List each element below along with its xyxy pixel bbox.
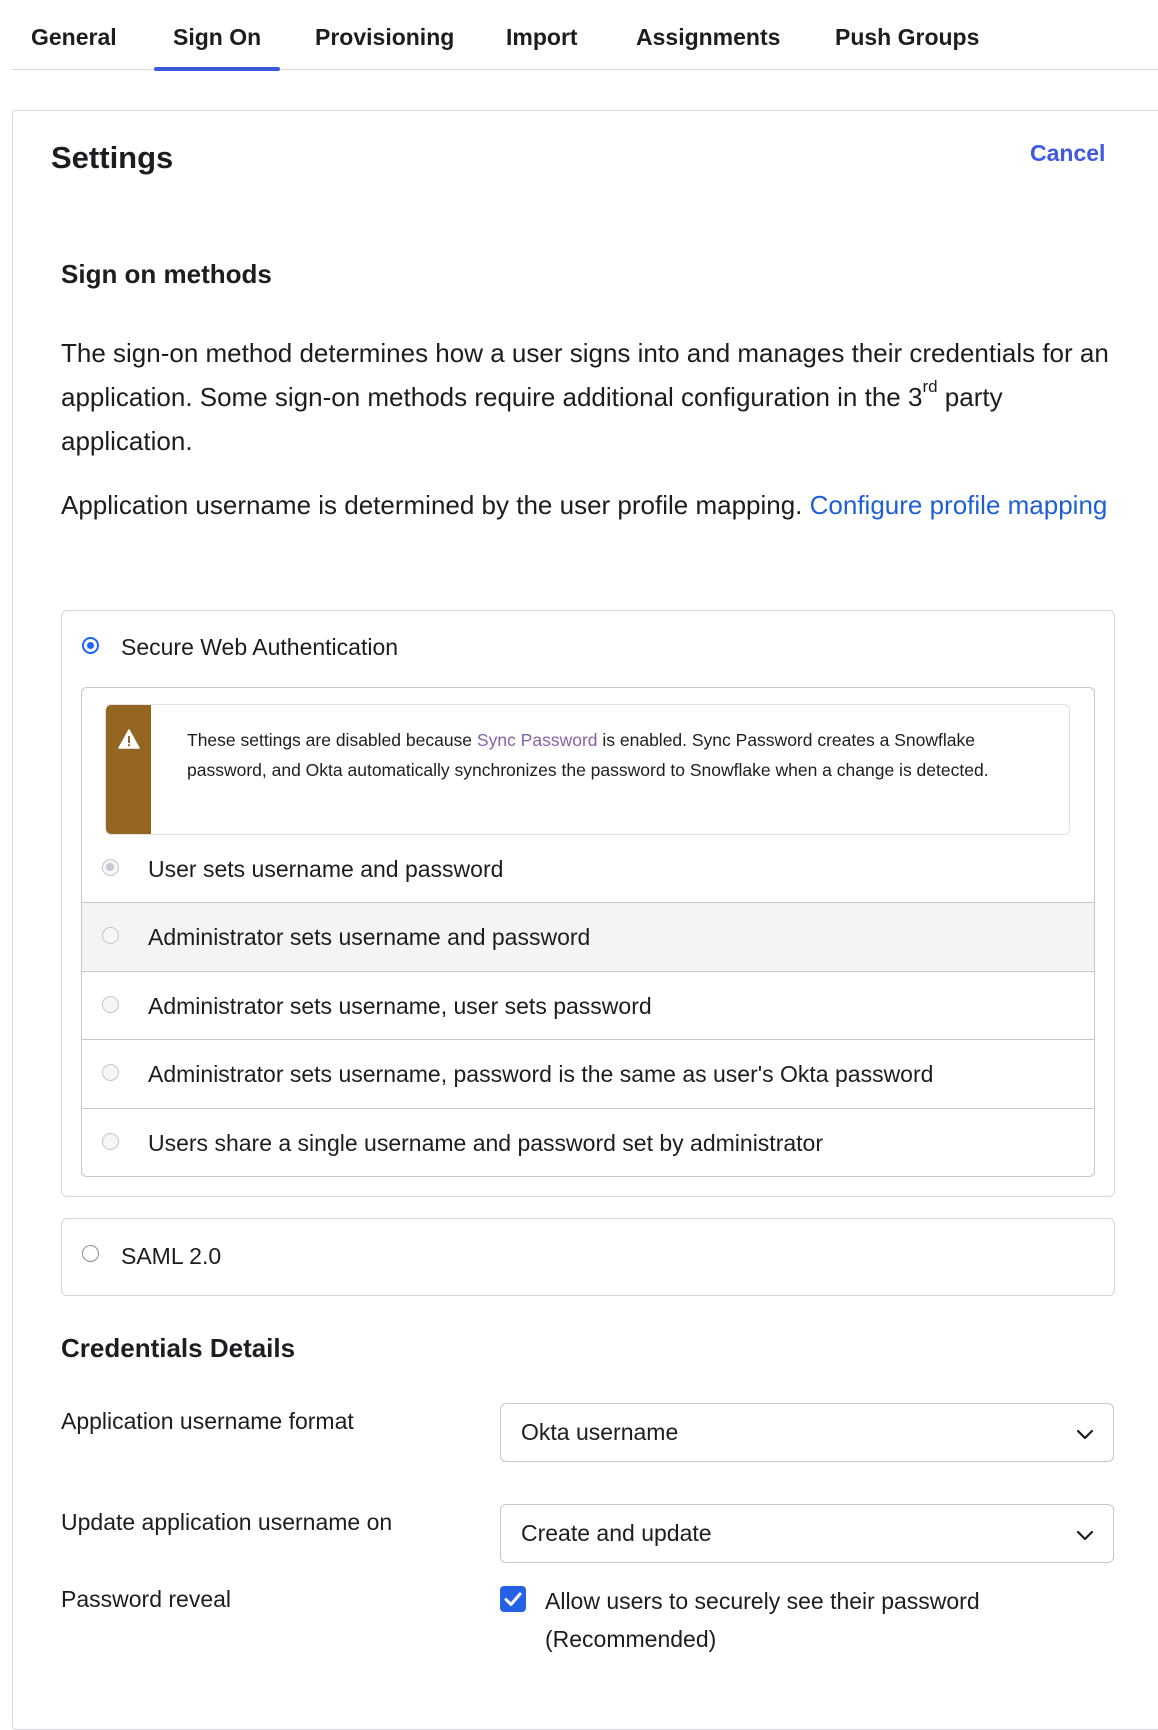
update-on-select[interactable] xyxy=(500,1504,1114,1563)
warning-text xyxy=(187,725,1047,785)
sign-on-methods-heading: Sign on methods xyxy=(61,259,272,289)
sign-on-description xyxy=(61,331,1121,463)
check-icon xyxy=(500,1586,526,1612)
option-label: User sets username and password xyxy=(148,856,504,882)
option-label: Users share a single username and password set by administrator xyxy=(148,1130,823,1156)
description-text-end: party application. xyxy=(61,382,1003,456)
tab-import[interactable]: Import xyxy=(506,24,578,50)
password-reveal-checkbox[interactable] xyxy=(500,1586,526,1612)
username-mapping-label: Application username is determined by the user profile mapping. xyxy=(61,490,810,520)
username-format-label: Application username format xyxy=(61,1408,354,1434)
swa-option-row[interactable] xyxy=(82,971,1094,1039)
description-text: The sign-on method determines how a user signs into and manages their credentials for an application. Some sign-on methods require additional configuration in the 3 xyxy=(61,338,1109,412)
option-radio[interactable] xyxy=(102,1064,119,1081)
username-mapping-text xyxy=(61,483,1121,527)
description-superscript: rd xyxy=(922,377,938,396)
swa-radio[interactable] xyxy=(82,637,99,654)
warning-text-end: is enabled. Sync Password creates a Snowflake password, and Okta automatically synchronizes the password to Snowflake when a change is detected. xyxy=(187,730,989,780)
option-radio[interactable] xyxy=(102,996,119,1013)
password-reveal-text: Allow users to securely see their password (Recommended) xyxy=(545,1588,980,1652)
warning-text-start: These settings are disabled because xyxy=(187,730,477,750)
configure-profile-mapping-link[interactable]: Configure profile mapping xyxy=(809,490,1108,520)
option-radio[interactable] xyxy=(102,927,119,944)
username-format-select[interactable] xyxy=(500,1403,1114,1462)
tab-sign-on[interactable]: Sign On xyxy=(173,0,261,70)
option-label: Administrator sets username, user sets password xyxy=(148,993,652,1019)
tab-provisioning[interactable]: Provisioning xyxy=(315,24,455,50)
tab-push-groups[interactable]: Push Groups xyxy=(835,24,980,50)
option-label: Administrator sets username, password is the same as user's Okta password xyxy=(148,1061,934,1087)
password-reveal-label: Password reveal xyxy=(61,1586,232,1612)
option-radio[interactable] xyxy=(102,859,119,876)
select-value: Create and update xyxy=(521,1520,712,1546)
select-value: Okta username xyxy=(521,1419,679,1445)
tab-general[interactable]: General xyxy=(31,24,117,50)
saml-label: SAML 2.0 xyxy=(121,1243,222,1269)
swa-option-row[interactable] xyxy=(82,1108,1094,1176)
swa-option-row[interactable] xyxy=(82,834,1094,902)
settings-title: Settings xyxy=(51,140,174,175)
saml-radio[interactable] xyxy=(82,1245,99,1262)
tab-assignments[interactable]: Assignments xyxy=(636,24,781,50)
option-radio[interactable] xyxy=(102,1133,119,1150)
chevron-down-icon xyxy=(1075,1424,1095,1444)
chevron-down-icon xyxy=(1075,1525,1095,1545)
warning-icon xyxy=(118,728,140,750)
tab-bar xyxy=(12,0,1158,70)
swa-option-row[interactable] xyxy=(82,902,1094,970)
swa-label: Secure Web Authentication xyxy=(121,634,399,660)
sync-password-warning xyxy=(105,704,1070,835)
sync-password-link[interactable]: Sync Password xyxy=(476,730,598,750)
credentials-heading: Credentials Details xyxy=(61,1333,296,1363)
cancel-link[interactable]: Cancel xyxy=(1030,140,1106,166)
swa-option-row[interactable] xyxy=(82,1039,1094,1107)
warning-bar xyxy=(106,705,151,834)
update-on-label: Update application username on xyxy=(61,1509,393,1535)
option-label: Administrator sets username and password xyxy=(148,924,591,950)
